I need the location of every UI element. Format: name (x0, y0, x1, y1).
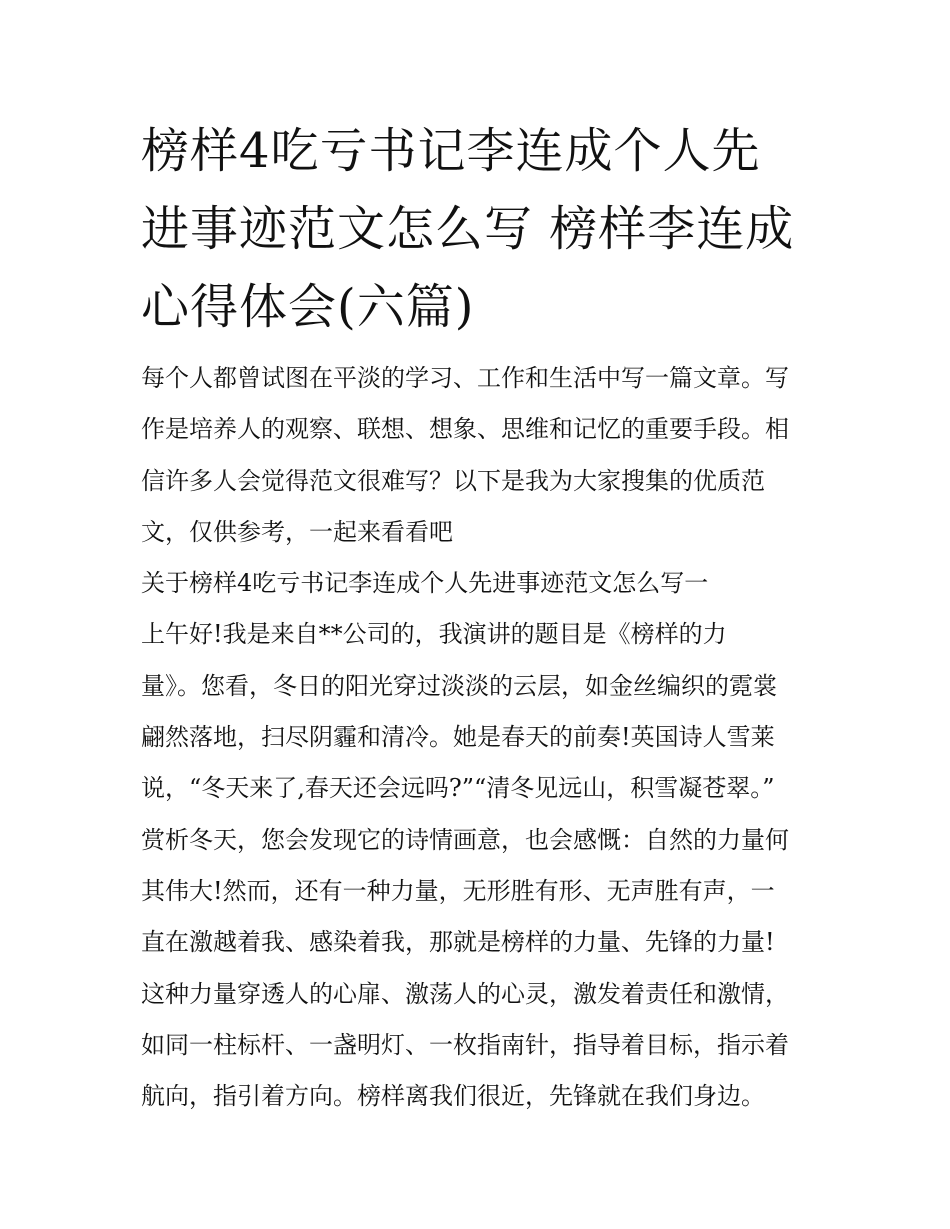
body-line: 说，“冬天来了,春天还会远吗?”“清冬见远山，积雪凝苍翠。” (141, 774, 775, 803)
body-line: 航向，指引着方向。榜样离我们很近，先锋就在我们身边。 (141, 1082, 765, 1111)
body-line: 文，仅供参考，一起来看看吧 (141, 517, 453, 546)
title-line: 进事迹范文怎么写 榜样李连成 (141, 201, 795, 257)
body-line: 赏析冬天，您会发现它的诗情画意，也会感慨：自然的力量何 (141, 825, 789, 854)
document-body (141, 353, 821, 1122)
title-line: 榜样4吃亏书记李连成个人先 (141, 123, 761, 179)
body-line: 如同一柱标杆、一盏明灯、一枚指南针，指导着目标，指示着 (141, 1030, 789, 1059)
body-line: 每个人都曾试图在平淡的学习、工作和生活中写一篇文章。写 (141, 364, 789, 392)
body-line: 其伟大!然而，还有一种力量，无形胜有形、无声胜有声，一 (141, 876, 775, 905)
body-line: 直在激越着我、感染着我，那就是榜样的力量、先锋的力量! (141, 928, 775, 957)
section-heading: 关于榜样4吃亏书记李连成个人先进事迹范文怎么写一 (141, 569, 709, 598)
body-line: 信许多人会觉得范文很难写？以下是我为大家搜集的优质范 (141, 466, 765, 495)
body-line: 上午好!我是来自**公司的，我演讲的题目是《榜样的力 (141, 620, 727, 649)
title-line: 心得体会(六篇) (141, 279, 475, 335)
body-line: 这种力量穿透人的心扉、激荡人的心灵，激发着责任和激情， (141, 979, 789, 1008)
body-line: 作是培养人的观察、联想、想象、思维和记忆的重要手段。相 (141, 415, 789, 444)
document-title (141, 112, 821, 346)
body-line: 量》。您看，冬日的阳光穿过淡淡的云层，如金丝编织的霓裳 (141, 671, 777, 700)
body-line: 翩然落地，扫尽阴霾和清冷。她是春天的前奏!英国诗人雪莱 (141, 723, 775, 752)
